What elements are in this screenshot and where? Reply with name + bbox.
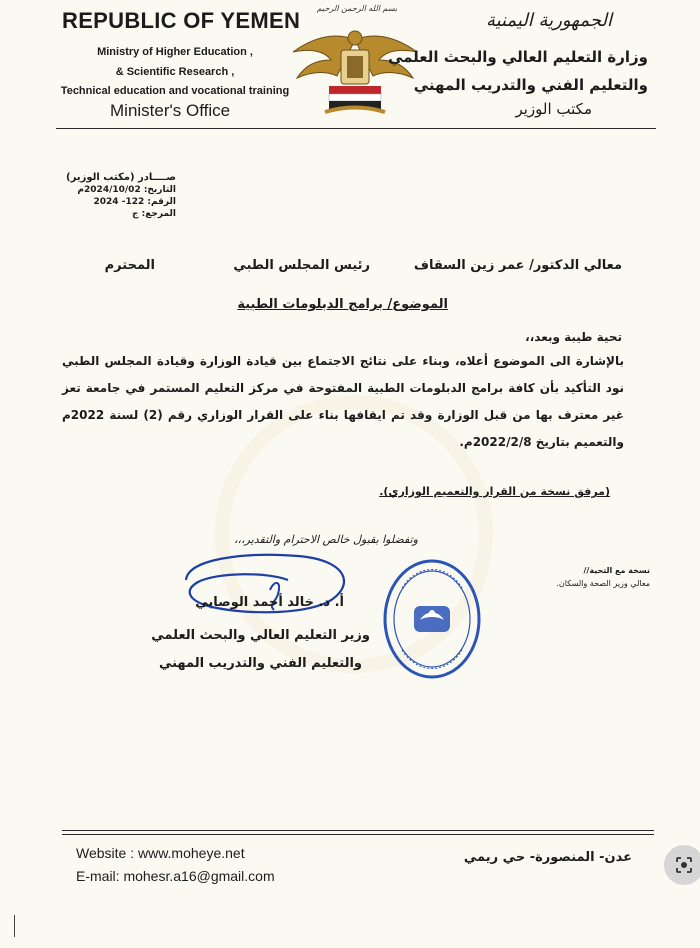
addressee-title: رئيس المجلس الطبي [233,258,370,273]
official-stamp-icon [382,558,482,680]
copy-to-item: معالي وزير الصحة والسكان. [556,579,650,588]
ar-country-title: الجمهورية اليمنية [485,10,612,31]
greeting: تحية طيبة وبعد،، [525,330,622,344]
ar-office-label: مكتب الوزير [515,100,592,118]
ref-ref: المرجع: ج [132,209,176,219]
footer-divider-top [62,830,654,831]
footer-divider-bottom [62,834,654,835]
lens-icon [673,854,695,876]
lens-button[interactable] [664,845,700,885]
signatory-title-1: وزير التعليم العالي والبحث العلمي [151,628,370,643]
attachment-note: (مرفق نسخة من القرار والتعميم الوزاري). [379,485,610,498]
en-ministry-line-1: Ministry of Higher Education , [97,46,253,58]
footer-address: عدن- المنصورة- حي ريمي [463,850,632,865]
edge-line [14,915,15,937]
footer-email: E-mail: mohesr.a16@gmail.com [76,868,275,884]
header-divider [56,128,656,129]
ar-ministry-line-1: وزارة التعليم العالي والبحث العلمي [387,48,648,66]
basmala: بسم الله الرحمن الرحيم [316,4,398,13]
ref-number: الرقم: 122- 2024 [93,197,176,207]
addressee-name: معالي الدكتور/ عمر زين السقاف [413,258,622,273]
addressee-honorific: المحترم [104,258,155,273]
en-ministry-line-3: Technical education and vocational training [60,85,290,97]
ar-ministry-line-2: والتعليم الفني والتدريب المهني [413,76,648,94]
copy-to-label: نسخة مع التحية// [583,566,650,575]
ref-date: التاريخ: 2024/10/02م [77,185,176,195]
subject-line: الموضوع/ برامج الدبلومات الطبية [237,297,448,312]
footer-website: Website : www.moheye.net [76,845,245,861]
en-ministry-line-2: & Scientific Research , [115,66,235,78]
body-paragraph: بالإشارة الى الموضوع أعلاه، وبناء على نتائج الاجتماع بين قيادة الوزارة وقيادة المجلس الطبي نود التأكيد بأن كافة برامج الدبلومات الطبية المفتوحة في مركز التعليم المستمر في جامعة تعز غير معترف بها من قبل الوزارة وقد تم ايقافها بناء على القرار الوزاري رقم (2) لسنة 2022م والتعميم بتاريخ 2022/2/8م. [62,354,624,449]
closing-line: وتفضلوا بقبول خالص الاحترام والتقدير،،، [234,533,418,546]
outgoing-label: صــــادر (مكتب الوزير) [66,172,176,183]
en-country-title: REPUBLIC OF YEMEN [62,8,301,33]
eagle-emblem-icon [285,22,425,122]
signatory-title-2: والتعليم الفني والتدريب المهني [158,656,362,671]
signatory-name: أ. د. خالد أحمد الوصابي [195,595,344,610]
en-office-label: Minister's Office [110,101,231,120]
